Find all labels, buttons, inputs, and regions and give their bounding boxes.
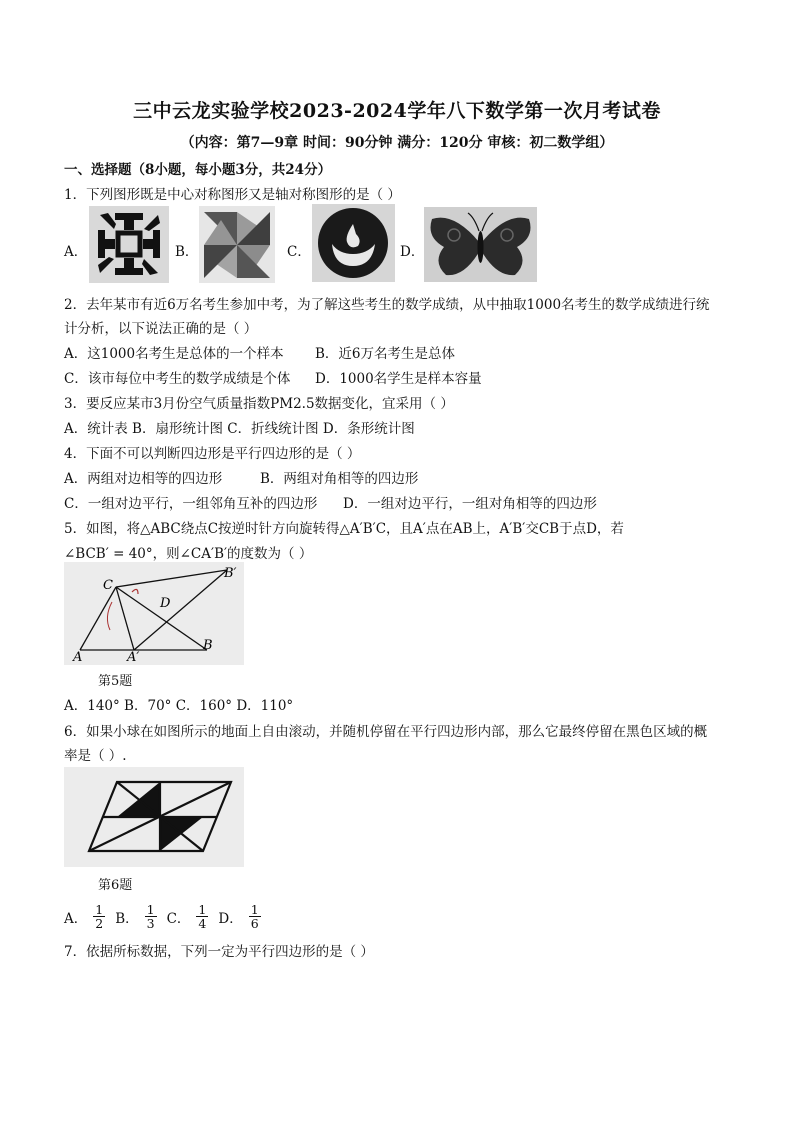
q4-option-a: A．两组对边相等的四边形 xyxy=(64,471,223,487)
q5-figure xyxy=(64,562,244,665)
question-3-text: 3．要反应某市3月份空气质量指数PM2.5数据变化，宜采用（ ） xyxy=(64,396,454,412)
q1-option-c-label: C． xyxy=(287,244,311,260)
q2-option-a: A．这1000名考生是总体的一个样本 xyxy=(64,346,284,362)
q1-figure-c xyxy=(312,204,395,282)
question-5-line1: 5．如图，将△ABC绕点C按逆时针方向旋转得△A′B′C，且A′点在AB上，A′B′交CB于点D，若 xyxy=(64,521,624,537)
q5-label-d: D xyxy=(160,596,171,611)
question-1-text: 1．下列图形既是中心对称图形又是轴对称图形的是（ ） xyxy=(64,187,401,203)
q2-option-d: D．1000名学生是样本容量 xyxy=(315,371,482,387)
q6-caption: 第6题 xyxy=(98,878,133,893)
exam-subtitle: （内容：第7—9章 时间：90分钟 满分：120分 审核：初二数学组） xyxy=(180,135,614,151)
q3-options: A．统计表 B．扇形统计图 C．折线统计图 D．条形统计图 xyxy=(64,421,415,437)
question-2-line1: 2．去年某市有近6万名考生参加中考，为了解这些考生的数学成绩，从中抽取1000名考生的数学成绩进行统 xyxy=(64,297,710,313)
q6-option-b-letter: B． xyxy=(115,910,139,927)
q5-options: A．140° B．70° C．160° D．110° xyxy=(64,698,294,714)
q5-label-b-prime: B′ xyxy=(224,566,237,581)
question-4-text: 4．下面不可以判断四边形是平行四边形的是（ ） xyxy=(64,446,361,462)
question-6-line2: 率是（ ）. xyxy=(64,748,127,764)
exam-title: 三中云龙实验学校2023-2024学年八下数学第一次月考试卷 xyxy=(133,100,661,122)
q4-option-d: D．一组对边平行，一组对角相等的四边形 xyxy=(343,496,597,512)
q6-option-c-fraction: $\frac{1}{4}$ xyxy=(198,902,207,932)
q1-figure-b xyxy=(199,206,275,283)
question-6-line1: 6．如果小球在如图所示的地面上自由滚动，并随机停留在平行四边形内部，那么它最终停留在黑色区域的概 xyxy=(64,724,708,740)
q6-option-b-fraction: $\frac{1}{3}$ xyxy=(146,902,155,932)
q4-option-b: B．两组对角相等的四边形 xyxy=(260,471,419,487)
question-7-text: 7．依据所标数据，下列一定为平行四边形的是（ ） xyxy=(64,944,374,960)
q2-option-b: B．近6万名考生是总体 xyxy=(315,346,456,362)
q6-option-a-letter: A． xyxy=(64,910,88,927)
q1-figure-d xyxy=(424,207,537,282)
q6-figure xyxy=(64,767,244,867)
q4-option-c: C．一组对边平行，一组邻角互补的四边形 xyxy=(64,496,318,512)
q6-option-d-letter: D． xyxy=(218,910,243,927)
q5-label-a: A xyxy=(73,650,83,665)
q1-option-a-label: A． xyxy=(64,244,88,260)
q1-option-d-label: D． xyxy=(400,244,425,260)
q5-label-b: B xyxy=(203,638,213,653)
q6-option-d-fraction: $\frac{1}{6}$ xyxy=(250,902,259,932)
q2-option-c: C．该市每位中考生的数学成绩是个体 xyxy=(64,371,291,387)
q5-label-c: C xyxy=(103,578,113,593)
q6-option-a-fraction: $\frac{1}{2}$ xyxy=(95,902,104,932)
question-5-line2: ∠BCB′ = 40°，则∠CA′B′的度数为（ ） xyxy=(64,546,313,562)
section-heading: 一、选择题（8小题，每小题3分，共24分） xyxy=(64,162,332,178)
q1-option-b-label: B． xyxy=(175,244,199,260)
q1-figure-a xyxy=(89,206,169,283)
q5-label-a-prime: A′ xyxy=(127,650,140,665)
question-2-line2: 计分析，以下说法正确的是（ ） xyxy=(64,321,258,337)
q5-caption: 第5题 xyxy=(98,674,133,689)
q6-option-c-letter: C． xyxy=(166,910,191,927)
q6-options xyxy=(64,903,265,930)
